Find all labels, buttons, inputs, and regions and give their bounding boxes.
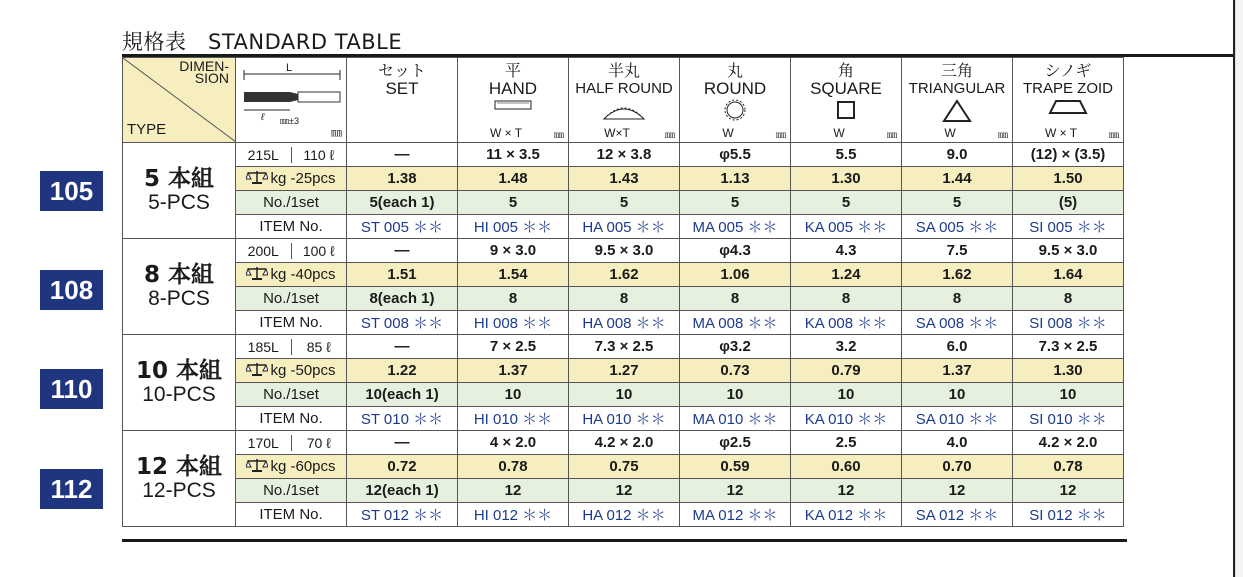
qty-cell: 5 — [791, 191, 902, 215]
ell-label: ℓ — [261, 112, 265, 123]
overall-length: 215L — [236, 147, 292, 163]
round-header-en: ROUND — [703, 79, 767, 98]
qty-cell: 12 — [1013, 479, 1124, 503]
size-cell: — — [347, 143, 458, 167]
size-cell: 9 × 3.0 — [458, 239, 569, 263]
half-round-dim: W×T — [604, 126, 630, 140]
weight-cell: 1.24 — [791, 263, 902, 287]
weight-label: kg -25pcs — [270, 169, 336, 187]
size-cell: 4.2 × 2.0 — [1013, 431, 1124, 455]
overall-length: 200L — [236, 243, 292, 259]
set-name-en: 8-PCS — [148, 286, 210, 310]
table-row — [123, 167, 1124, 191]
item-number-cell: KA 010 ＊＊ — [791, 407, 902, 431]
set-header-jp: セット — [377, 61, 426, 80]
qty-cell: 12(each 1) — [347, 479, 458, 503]
qty-cell: 5 — [680, 191, 791, 215]
bottom-rule — [122, 539, 1127, 542]
size-cell: 9.5 × 3.0 — [1013, 239, 1124, 263]
weight-cell: 0.78 — [1013, 455, 1124, 479]
set-type-cell — [123, 239, 236, 335]
triangular-header-jp: 三角 — [940, 61, 973, 80]
table-row — [123, 263, 1124, 287]
weight-label-cell — [236, 455, 347, 479]
weight-cell: 1.27 — [569, 359, 680, 383]
scale-icon — [246, 265, 268, 285]
qty-cell: 8 — [902, 287, 1013, 311]
size-cell: φ4.3 — [680, 239, 791, 263]
weight-cell: 1.43 — [569, 167, 680, 191]
triangular-dim: W — [944, 126, 956, 140]
qty-cell: 10 — [569, 383, 680, 407]
item-number-cell: ST 012 ＊＊ — [347, 503, 458, 527]
qty-cell: 12 — [458, 479, 569, 503]
length-label: L — [286, 62, 293, 74]
round-icon — [723, 99, 747, 121]
table-row — [123, 431, 1124, 455]
table-row — [123, 335, 1124, 359]
size-cell: — — [347, 335, 458, 359]
item-label: ITEM No. — [236, 215, 347, 239]
square-header-jp: 角 — [837, 61, 854, 80]
round-header-jp: 丸 — [726, 61, 743, 80]
overall-length: 170L — [236, 435, 292, 451]
length-cell — [236, 431, 347, 455]
table-row — [123, 215, 1124, 239]
hand-dim: W × T — [489, 126, 523, 140]
set-header — [347, 58, 458, 143]
square-header-en: SQUARE — [810, 79, 882, 98]
round-header: 丸 ROUND W ㎜ — [680, 58, 791, 143]
set-type-cell — [123, 335, 236, 431]
weight-cell: 1.13 — [680, 167, 791, 191]
item-number-cell: HI 005 ＊＊ — [458, 215, 569, 239]
cut-length: 85 ℓ — [306, 338, 331, 355]
size-cell: 7.5 — [902, 239, 1013, 263]
qty-cell: 8 — [791, 287, 902, 311]
table-row — [123, 359, 1124, 383]
size-cell: 4 × 2.0 — [458, 431, 569, 455]
qty-cell: 8 — [569, 287, 680, 311]
set-name-en: 12-PCS — [142, 478, 216, 502]
item-number-cell: MA 005 ＊＊ — [680, 215, 791, 239]
weight-cell: 1.38 — [347, 167, 458, 191]
file-diagram-header — [236, 58, 347, 143]
size-cell: 7.3 × 2.5 — [569, 335, 680, 359]
half-round-icon — [601, 99, 647, 121]
length-cell — [236, 143, 347, 167]
item-number-cell: SI 010 ＊＊ — [1013, 407, 1124, 431]
item-label: ITEM No. — [236, 311, 347, 335]
set-name-jp: 5 本組 — [143, 165, 214, 192]
trapezoid-header-jp: シノギ — [1044, 61, 1092, 80]
header-row — [123, 58, 1124, 143]
qty-cell: 12 — [569, 479, 680, 503]
set-name-jp: 12 本組 — [135, 453, 222, 480]
trapezoid-header-en: TRAPE ZOID — [1022, 80, 1113, 97]
size-cell: 7 × 2.5 — [458, 335, 569, 359]
hand-header-jp: 平 — [504, 61, 521, 80]
item-number-cell: SI 008 ＊＊ — [1013, 311, 1124, 335]
dimension-type-header — [123, 58, 236, 143]
weight-cell: 1.30 — [1013, 359, 1124, 383]
weight-label: kg -60pcs — [270, 457, 336, 475]
qty-cell: 10 — [1013, 383, 1124, 407]
size-cell: (12) × (3.5) — [1013, 143, 1124, 167]
item-label: ITEM No. — [236, 503, 347, 527]
trapezoid-icon — [1048, 99, 1088, 115]
trapezoid-header: シノギ TRAPE ZOID W × T ㎜ — [1013, 58, 1124, 143]
qty-cell: 8 — [458, 287, 569, 311]
qty-cell: 5(each 1) — [347, 191, 458, 215]
scale-icon — [246, 169, 268, 189]
weight-cell: 0.59 — [680, 455, 791, 479]
item-number-cell: HA 012 ＊＊ — [569, 503, 680, 527]
size-cell: — — [347, 239, 458, 263]
weight-cell: 0.78 — [458, 455, 569, 479]
qty-cell: 10 — [791, 383, 902, 407]
item-number-cell: SA 012 ＊＊ — [902, 503, 1013, 527]
triangular-header: 三角 TRIANGULAR W ㎜ — [902, 58, 1013, 143]
table-row — [123, 407, 1124, 431]
weight-cell: 0.79 — [791, 359, 902, 383]
size-cell: 3.2 — [791, 335, 902, 359]
set-header-en: SET — [385, 79, 419, 98]
size-cell: 12 × 3.8 — [569, 143, 680, 167]
item-number-cell: MA 012 ＊＊ — [680, 503, 791, 527]
size-cell: φ5.5 — [680, 143, 791, 167]
weight-cell: 0.70 — [902, 455, 1013, 479]
weight-cell: 1.48 — [458, 167, 569, 191]
triangular-header-en: TRIANGULAR — [908, 80, 1006, 97]
qty-cell: (5) — [1013, 191, 1124, 215]
table-row — [123, 479, 1124, 503]
type-code-badge: 108 — [40, 270, 103, 310]
item-number-cell: ST 008 ＊＊ — [347, 311, 458, 335]
size-cell: 4.2 × 2.0 — [569, 431, 680, 455]
set-name-jp: 10 本組 — [135, 357, 222, 384]
qty-cell: 12 — [680, 479, 791, 503]
weight-cell: 0.73 — [680, 359, 791, 383]
cut-length: 70 ℓ — [306, 434, 331, 451]
size-cell: 6.0 — [902, 335, 1013, 359]
table-row — [123, 287, 1124, 311]
item-number-cell: ST 010 ＊＊ — [347, 407, 458, 431]
qty-cell: 8 — [1013, 287, 1124, 311]
size-cell: 4.0 — [902, 431, 1013, 455]
table-row — [123, 383, 1124, 407]
set-name-en: 5-PCS — [148, 190, 210, 214]
item-number-cell: KA 012 ＊＊ — [791, 503, 902, 527]
item-number-cell: HA 010 ＊＊ — [569, 407, 680, 431]
cut-length: 100 ℓ — [302, 242, 335, 259]
weight-cell: 1.30 — [791, 167, 902, 191]
qty-cell: 5 — [569, 191, 680, 215]
set-name-en: 10-PCS — [142, 382, 216, 406]
type-label: TYPE — [127, 121, 167, 138]
size-cell: 11 × 3.5 — [458, 143, 569, 167]
weight-cell: 1.06 — [680, 263, 791, 287]
table-row — [123, 311, 1124, 335]
item-number-cell: HI 012 ＊＊ — [458, 503, 569, 527]
qty-cell: 10 — [902, 383, 1013, 407]
item-number-cell: SA 008 ＊＊ — [902, 311, 1013, 335]
qty-cell: 10(each 1) — [347, 383, 458, 407]
qty-cell: 8 — [680, 287, 791, 311]
item-number-cell: HA 005 ＊＊ — [569, 215, 680, 239]
size-cell: 9.0 — [902, 143, 1013, 167]
item-number-cell: KA 005 ＊＊ — [791, 215, 902, 239]
item-number-cell: SI 005 ＊＊ — [1013, 215, 1124, 239]
hand-icon — [493, 99, 533, 111]
standard-table — [122, 57, 1124, 527]
weight-cell: 1.44 — [902, 167, 1013, 191]
cut-length: 110 ℓ — [303, 146, 335, 163]
half-round-header-en: HALF ROUND — [575, 80, 673, 97]
qty-cell: 5 — [902, 191, 1013, 215]
qty-label: No./1set — [236, 191, 347, 215]
size-cell: φ2.5 — [680, 431, 791, 455]
qty-label: No./1set — [236, 287, 347, 311]
weight-cell: 0.60 — [791, 455, 902, 479]
weight-cell: 1.64 — [1013, 263, 1124, 287]
qty-cell: 10 — [680, 383, 791, 407]
qty-cell: 12 — [902, 479, 1013, 503]
size-cell: 2.5 — [791, 431, 902, 455]
scale-icon — [246, 361, 268, 381]
type-code-badge: 112 — [40, 469, 103, 509]
qty-cell: 8(each 1) — [347, 287, 458, 311]
length-cell — [236, 239, 347, 263]
qty-label: No./1set — [236, 383, 347, 407]
page-edge — [1235, 0, 1243, 577]
qty-cell: 10 — [458, 383, 569, 407]
weight-cell: 1.37 — [458, 359, 569, 383]
weight-cell: 0.75 — [569, 455, 680, 479]
qty-cell: 5 — [458, 191, 569, 215]
half-round-header: 半丸 HALF ROUND W×T ㎜ — [569, 58, 680, 143]
round-dim: W — [722, 126, 734, 140]
weight-cell: 1.54 — [458, 263, 569, 287]
size-cell: 5.5 — [791, 143, 902, 167]
weight-cell: 1.62 — [902, 263, 1013, 287]
item-number-cell: MA 010 ＊＊ — [680, 407, 791, 431]
set-name-jp: 8 本組 — [143, 261, 214, 288]
type-code-badge: 105 — [40, 171, 103, 211]
size-cell: 7.3 × 2.5 — [1013, 335, 1124, 359]
item-label: ITEM No. — [236, 407, 347, 431]
table-row — [123, 239, 1124, 263]
item-number-cell: ST 005 ＊＊ — [347, 215, 458, 239]
item-number-cell: SI 012 ＊＊ — [1013, 503, 1124, 527]
weight-cell: 1.22 — [347, 359, 458, 383]
tolerance-label: ㎜±3 — [280, 116, 299, 126]
weight-label-cell — [236, 263, 347, 287]
size-cell: — — [347, 431, 458, 455]
table-row — [123, 455, 1124, 479]
weight-cell: 1.37 — [902, 359, 1013, 383]
weight-label-cell — [236, 167, 347, 191]
weight-cell: 0.72 — [347, 455, 458, 479]
size-cell: φ3.2 — [680, 335, 791, 359]
square-icon — [834, 99, 858, 121]
hand-header: 平 HAND W × T ㎜ — [458, 58, 569, 143]
overall-length: 185L — [236, 339, 292, 355]
mm-label: ㎜ — [331, 127, 342, 139]
item-number-cell: HA 008 ＊＊ — [569, 311, 680, 335]
item-number-cell: SA 010 ＊＊ — [902, 407, 1013, 431]
half-round-header-jp: 半丸 — [607, 61, 640, 80]
table-row — [123, 503, 1124, 527]
weight-label: kg -40pcs — [270, 265, 336, 283]
table-row — [123, 143, 1124, 167]
weight-label: kg -50pcs — [270, 361, 336, 379]
set-type-cell — [123, 143, 236, 239]
item-number-cell: HI 010 ＊＊ — [458, 407, 569, 431]
page-title: 規格表 STANDARD TABLE — [122, 30, 403, 54]
item-number-cell: SA 005 ＊＊ — [902, 215, 1013, 239]
scale-icon — [246, 457, 268, 477]
trapezoid-dim: W × T — [1044, 126, 1078, 140]
size-cell: 9.5 × 3.0 — [569, 239, 680, 263]
item-number-cell: HI 008 ＊＊ — [458, 311, 569, 335]
triangle-icon — [942, 99, 972, 123]
length-cell — [236, 335, 347, 359]
square-header: 角 SQUARE W ㎜ — [791, 58, 902, 143]
square-dim: W — [833, 126, 845, 140]
item-number-cell: MA 008 ＊＊ — [680, 311, 791, 335]
set-type-cell — [123, 431, 236, 527]
qty-label: No./1set — [236, 479, 347, 503]
dimension-label: DIMEN- SION — [179, 58, 229, 86]
weight-cell: 1.50 — [1013, 167, 1124, 191]
weight-label-cell — [236, 359, 347, 383]
hand-header-en: HAND — [488, 79, 538, 98]
qty-cell: 12 — [791, 479, 902, 503]
table-row — [123, 191, 1124, 215]
item-number-cell: KA 008 ＊＊ — [791, 311, 902, 335]
weight-cell: 1.62 — [569, 263, 680, 287]
weight-cell: 1.51 — [347, 263, 458, 287]
size-cell: 4.3 — [791, 239, 902, 263]
type-code-badge: 110 — [40, 369, 103, 409]
